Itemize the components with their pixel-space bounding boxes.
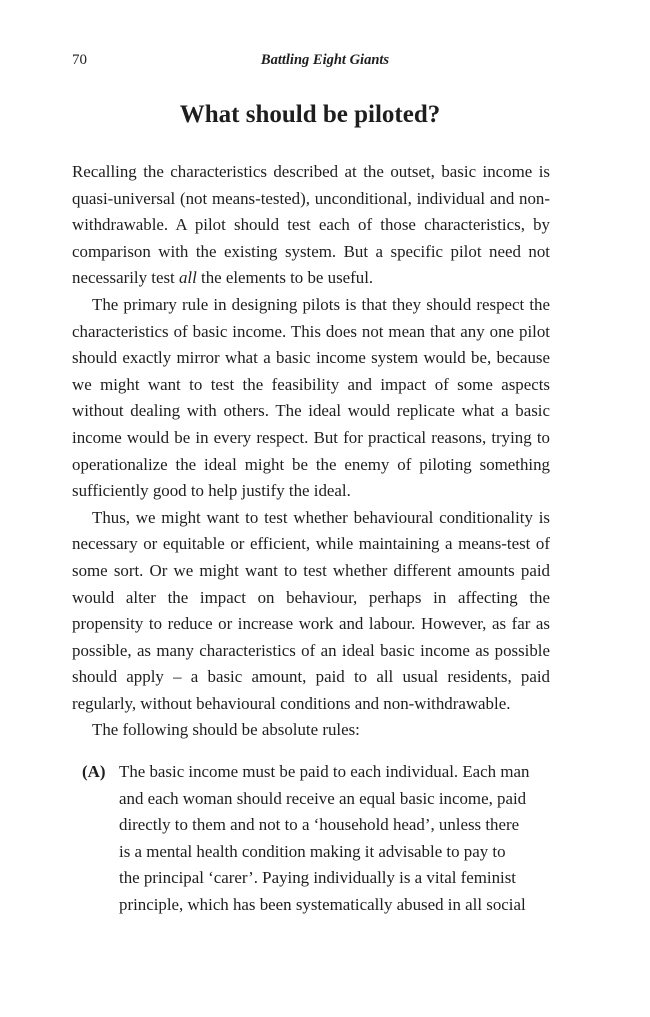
rule-marker: (A) (82, 762, 106, 781)
rule-line: is a mental health condition making it advisable to pay to (119, 841, 506, 861)
paragraph-text: the elements to be useful. (196, 268, 374, 288)
section-heading: What should be piloted? (179, 101, 441, 128)
rule-line: The basic income must be paid to each individual. Each man (119, 762, 530, 781)
rule-line: principle, which has been systematically abused in all social (119, 894, 526, 914)
paragraph: Thus, we might want to test whether behavioural conditionality is necessary or equitable or efficient, while maintaining a means-test of some sort. Or we might want to test whether different amounts paid would alter the impact on behaviour, perhaps in affecting the propensity to reduce or increase work and labour. However, as far as possible, as many characteristics of an ideal basic income as possible should apply – a basic amount, paid to all usual residents, paid regularly, without behavioural conditions and non-withdrawable. (72, 507, 550, 713)
paragraph: The primary rule in designing pilots is that they should respect the characteristics of basic income. This does not mean that any one pilot should exactly mirror what a basic income system would be, because we might want to test the feasibility and impact of some aspects without dealing with others. The ideal would replicate what a basic income would be in every respect. But for practical reasons, trying to operationalize the ideal might be the enemy of piloting something sufficiently good to help justify the ideal. (72, 294, 550, 501)
running-title: Battling Eight Giants (260, 52, 390, 68)
paragraph (72, 159, 550, 292)
rule-line: the principal ‘carer’. Paying individually is a vital feminist (119, 868, 516, 888)
emphasis-text: all (178, 268, 197, 288)
page-number: 70 (72, 52, 87, 68)
paragraph: The following should be absolute rules: (92, 720, 360, 740)
rules-list (82, 759, 562, 919)
running-head (72, 52, 578, 74)
paragraph-text: Recalling the characteristics described at the outset, basic income is quasi-universal (not means-tested), unconditional, individual and non-withdrawable. A pilot should test each of those characteristics, by comparison with the existing system. But a specific pilot need not necessarily test (72, 162, 550, 288)
rule-line: and each woman should receive an equal basic income, paid (119, 788, 527, 808)
rule-item (82, 759, 562, 919)
body-text (72, 159, 550, 744)
rule-line: directly to them and not to a ‘household head’, unless there (119, 815, 520, 835)
